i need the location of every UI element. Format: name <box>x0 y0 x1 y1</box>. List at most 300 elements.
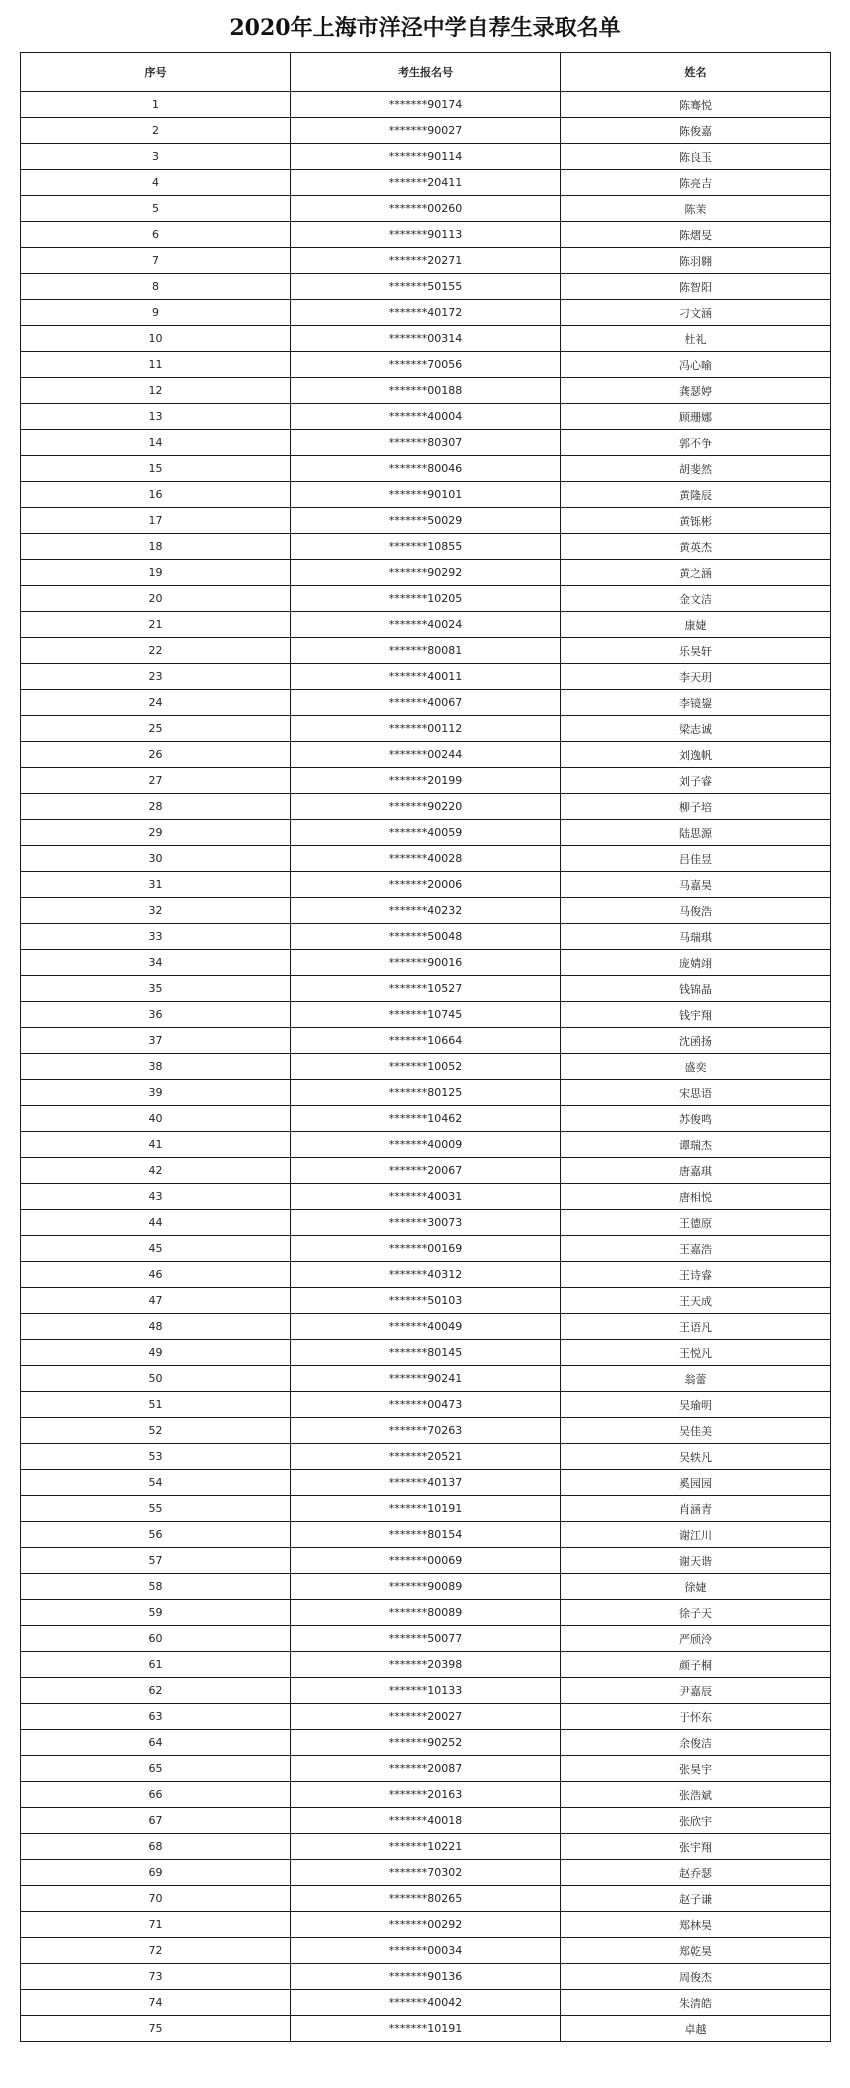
cell-serial-number: 26 <box>21 742 291 768</box>
cell-serial-number: 41 <box>21 1132 291 1158</box>
cell-registration-number: *******20271 <box>291 248 561 274</box>
cell-registration-number: *******10745 <box>291 1002 561 1028</box>
cell-serial-number: 40 <box>21 1106 291 1132</box>
table-row <box>21 664 831 690</box>
cell-registration-number: *******00292 <box>291 1912 561 1938</box>
table-row <box>21 456 831 482</box>
table-row <box>21 1704 831 1730</box>
cell-student-name: 马俊浩 <box>561 898 831 924</box>
cell-serial-number: 28 <box>21 794 291 820</box>
cell-serial-number: 23 <box>21 664 291 690</box>
cell-student-name: 于怀东 <box>561 1704 831 1730</box>
table-row <box>21 1236 831 1262</box>
cell-registration-number: *******90136 <box>291 1964 561 1990</box>
cell-registration-number: *******40312 <box>291 1262 561 1288</box>
cell-registration-number: *******20163 <box>291 1782 561 1808</box>
cell-registration-number: *******90027 <box>291 118 561 144</box>
cell-serial-number: 42 <box>21 1158 291 1184</box>
cell-student-name: 陈智阳 <box>561 274 831 300</box>
cell-registration-number: *******50029 <box>291 508 561 534</box>
cell-serial-number: 31 <box>21 872 291 898</box>
table-row <box>21 924 831 950</box>
table-row <box>21 352 831 378</box>
header-serial-number: 序号 <box>21 53 291 92</box>
cell-registration-number: *******90292 <box>291 560 561 586</box>
cell-serial-number: 73 <box>21 1964 291 1990</box>
cell-student-name: 马嘉昊 <box>561 872 831 898</box>
cell-serial-number: 67 <box>21 1808 291 1834</box>
cell-student-name: 沈函扬 <box>561 1028 831 1054</box>
cell-serial-number: 27 <box>21 768 291 794</box>
cell-serial-number: 64 <box>21 1730 291 1756</box>
cell-student-name: 张宇翔 <box>561 1834 831 1860</box>
cell-registration-number: *******90016 <box>291 950 561 976</box>
table-row <box>21 300 831 326</box>
cell-student-name: 康婕 <box>561 612 831 638</box>
cell-serial-number: 8 <box>21 274 291 300</box>
cell-student-name: 马瑞琪 <box>561 924 831 950</box>
cell-registration-number: *******00314 <box>291 326 561 352</box>
cell-registration-number: *******20087 <box>291 1756 561 1782</box>
table-row <box>21 1834 831 1860</box>
cell-serial-number: 59 <box>21 1600 291 1626</box>
table-row <box>21 898 831 924</box>
cell-registration-number: *******10855 <box>291 534 561 560</box>
table-row <box>21 1626 831 1652</box>
cell-student-name: 郭不争 <box>561 430 831 456</box>
cell-student-name: 庞婧翊 <box>561 950 831 976</box>
cell-student-name: 张欣宇 <box>561 1808 831 1834</box>
cell-registration-number: *******10462 <box>291 1106 561 1132</box>
cell-serial-number: 43 <box>21 1184 291 1210</box>
cell-registration-number: *******70302 <box>291 1860 561 1886</box>
cell-student-name: 王嘉浩 <box>561 1236 831 1262</box>
cell-registration-number: *******00188 <box>291 378 561 404</box>
cell-serial-number: 6 <box>21 222 291 248</box>
cell-serial-number: 17 <box>21 508 291 534</box>
cell-serial-number: 11 <box>21 352 291 378</box>
cell-student-name: 柳子培 <box>561 794 831 820</box>
cell-student-name: 周俊杰 <box>561 1964 831 1990</box>
cell-student-name: 宋思语 <box>561 1080 831 1106</box>
table-row <box>21 1184 831 1210</box>
table-header-row <box>21 53 831 92</box>
cell-serial-number: 55 <box>21 1496 291 1522</box>
cell-serial-number: 45 <box>21 1236 291 1262</box>
cell-student-name: 黄隆辰 <box>561 482 831 508</box>
table-row <box>21 508 831 534</box>
cell-registration-number: *******80125 <box>291 1080 561 1106</box>
cell-student-name: 谭瑞杰 <box>561 1132 831 1158</box>
cell-serial-number: 12 <box>21 378 291 404</box>
table-row <box>21 118 831 144</box>
cell-student-name: 李镜鋆 <box>561 690 831 716</box>
cell-registration-number: *******00244 <box>291 742 561 768</box>
cell-student-name: 徐子天 <box>561 1600 831 1626</box>
table-row <box>21 1938 831 1964</box>
cell-student-name: 奚园园 <box>561 1470 831 1496</box>
table-row <box>21 2016 831 2042</box>
cell-registration-number: *******00112 <box>291 716 561 742</box>
cell-registration-number: *******40031 <box>291 1184 561 1210</box>
table-row <box>21 1158 831 1184</box>
cell-registration-number: *******40049 <box>291 1314 561 1340</box>
cell-student-name: 黄英杰 <box>561 534 831 560</box>
cell-serial-number: 10 <box>21 326 291 352</box>
table-row <box>21 1990 831 2016</box>
cell-student-name: 张昊宇 <box>561 1756 831 1782</box>
cell-student-name: 冯心喻 <box>561 352 831 378</box>
header-student-name: 姓名 <box>561 53 831 92</box>
table-row <box>21 1210 831 1236</box>
cell-student-name: 陈熠旻 <box>561 222 831 248</box>
cell-registration-number: *******20006 <box>291 872 561 898</box>
table-row <box>21 378 831 404</box>
cell-serial-number: 63 <box>21 1704 291 1730</box>
cell-registration-number: *******70263 <box>291 1418 561 1444</box>
cell-registration-number: *******00260 <box>291 196 561 222</box>
table-row <box>21 534 831 560</box>
table-row <box>21 1288 831 1314</box>
cell-student-name: 唐嘉琪 <box>561 1158 831 1184</box>
cell-registration-number: *******90220 <box>291 794 561 820</box>
cell-student-name: 严颀泠 <box>561 1626 831 1652</box>
cell-student-name: 陈羽翱 <box>561 248 831 274</box>
table-row <box>21 92 831 118</box>
cell-student-name: 肖涵青 <box>561 1496 831 1522</box>
cell-registration-number: *******10191 <box>291 1496 561 1522</box>
table-row <box>21 1002 831 1028</box>
cell-serial-number: 74 <box>21 1990 291 2016</box>
cell-registration-number: *******80307 <box>291 430 561 456</box>
cell-registration-number: *******40059 <box>291 820 561 846</box>
page-title: 2020年上海市洋泾中学自荐生录取名单 <box>229 15 621 41</box>
cell-serial-number: 22 <box>21 638 291 664</box>
cell-serial-number: 72 <box>21 1938 291 1964</box>
cell-registration-number: *******90241 <box>291 1366 561 1392</box>
cell-serial-number: 30 <box>21 846 291 872</box>
table-row <box>21 1340 831 1366</box>
cell-student-name: 吕佳昱 <box>561 846 831 872</box>
cell-student-name: 杜礼 <box>561 326 831 352</box>
cell-registration-number: *******50077 <box>291 1626 561 1652</box>
cell-student-name: 尹嘉辰 <box>561 1678 831 1704</box>
cell-registration-number: *******40137 <box>291 1470 561 1496</box>
cell-student-name: 朱清皓 <box>561 1990 831 2016</box>
cell-registration-number: *******80081 <box>291 638 561 664</box>
cell-student-name: 吴瑜明 <box>561 1392 831 1418</box>
cell-registration-number: *******40042 <box>291 1990 561 2016</box>
cell-registration-number: *******10205 <box>291 586 561 612</box>
cell-serial-number: 66 <box>21 1782 291 1808</box>
cell-serial-number: 62 <box>21 1678 291 1704</box>
cell-student-name: 王德原 <box>561 1210 831 1236</box>
table-row <box>21 1106 831 1132</box>
table-row <box>21 820 831 846</box>
cell-student-name: 王天成 <box>561 1288 831 1314</box>
cell-serial-number: 5 <box>21 196 291 222</box>
table-row <box>21 690 831 716</box>
cell-serial-number: 58 <box>21 1574 291 1600</box>
cell-student-name: 顾珊娜 <box>561 404 831 430</box>
cell-student-name: 乐昊轩 <box>561 638 831 664</box>
cell-registration-number: *******40009 <box>291 1132 561 1158</box>
table-row <box>21 1600 831 1626</box>
table-row <box>21 1444 831 1470</box>
header-registration-number: 考生报名号 <box>291 53 561 92</box>
table-row <box>21 326 831 352</box>
cell-student-name: 梁志诚 <box>561 716 831 742</box>
table-row <box>21 1262 831 1288</box>
table-row <box>21 716 831 742</box>
table-row <box>21 976 831 1002</box>
cell-student-name: 陈骞悦 <box>561 92 831 118</box>
table-row <box>21 1808 831 1834</box>
cell-student-name: 陈良玉 <box>561 144 831 170</box>
cell-registration-number: *******90089 <box>291 1574 561 1600</box>
table-row <box>21 1366 831 1392</box>
cell-serial-number: 33 <box>21 924 291 950</box>
cell-student-name: 盛奕 <box>561 1054 831 1080</box>
cell-registration-number: *******00034 <box>291 1938 561 1964</box>
cell-registration-number: *******40011 <box>291 664 561 690</box>
cell-serial-number: 47 <box>21 1288 291 1314</box>
cell-serial-number: 48 <box>21 1314 291 1340</box>
cell-serial-number: 16 <box>21 482 291 508</box>
cell-serial-number: 13 <box>21 404 291 430</box>
cell-registration-number: *******80089 <box>291 1600 561 1626</box>
cell-student-name: 余俊洁 <box>561 1730 831 1756</box>
cell-registration-number: *******10052 <box>291 1054 561 1080</box>
cell-registration-number: *******70056 <box>291 352 561 378</box>
cell-serial-number: 9 <box>21 300 291 326</box>
cell-registration-number: *******40067 <box>291 690 561 716</box>
cell-student-name: 陈亮吉 <box>561 170 831 196</box>
cell-registration-number: *******90174 <box>291 92 561 118</box>
cell-student-name: 龚瑟婷 <box>561 378 831 404</box>
cell-serial-number: 57 <box>21 1548 291 1574</box>
cell-serial-number: 3 <box>21 144 291 170</box>
cell-serial-number: 52 <box>21 1418 291 1444</box>
cell-serial-number: 15 <box>21 456 291 482</box>
table-row <box>21 1028 831 1054</box>
cell-registration-number: *******40024 <box>291 612 561 638</box>
cell-serial-number: 35 <box>21 976 291 1002</box>
cell-serial-number: 68 <box>21 1834 291 1860</box>
cell-registration-number: *******80154 <box>291 1522 561 1548</box>
cell-registration-number: *******20398 <box>291 1652 561 1678</box>
table-row <box>21 768 831 794</box>
table-row <box>21 794 831 820</box>
table-row <box>21 1912 831 1938</box>
cell-serial-number: 4 <box>21 170 291 196</box>
cell-serial-number: 25 <box>21 716 291 742</box>
cell-serial-number: 51 <box>21 1392 291 1418</box>
cell-serial-number: 34 <box>21 950 291 976</box>
cell-student-name: 陆思源 <box>561 820 831 846</box>
cell-registration-number: *******80046 <box>291 456 561 482</box>
cell-registration-number: *******80265 <box>291 1886 561 1912</box>
cell-serial-number: 69 <box>21 1860 291 1886</box>
table-row <box>21 638 831 664</box>
table-row <box>21 1392 831 1418</box>
cell-student-name: 赵子谦 <box>561 1886 831 1912</box>
cell-student-name: 颜子桐 <box>561 1652 831 1678</box>
cell-serial-number: 36 <box>21 1002 291 1028</box>
cell-registration-number: *******10133 <box>291 1678 561 1704</box>
cell-serial-number: 18 <box>21 534 291 560</box>
table-row <box>21 274 831 300</box>
cell-student-name: 郑乾昊 <box>561 1938 831 1964</box>
cell-serial-number: 32 <box>21 898 291 924</box>
cell-student-name: 唐相悦 <box>561 1184 831 1210</box>
cell-student-name: 陈俊嘉 <box>561 118 831 144</box>
table-row <box>21 1054 831 1080</box>
table-row <box>21 196 831 222</box>
table-row <box>21 612 831 638</box>
cell-registration-number: *******10191 <box>291 2016 561 2042</box>
cell-registration-number: *******20521 <box>291 1444 561 1470</box>
table-row <box>21 1574 831 1600</box>
cell-registration-number: *******40018 <box>291 1808 561 1834</box>
table-row <box>21 1496 831 1522</box>
cell-registration-number: *******90114 <box>291 144 561 170</box>
cell-student-name: 钱锦晶 <box>561 976 831 1002</box>
cell-serial-number: 24 <box>21 690 291 716</box>
table-row <box>21 560 831 586</box>
table-row <box>21 872 831 898</box>
admission-table <box>20 52 831 2042</box>
table-row <box>21 1652 831 1678</box>
table-row <box>21 1678 831 1704</box>
cell-student-name: 李天玥 <box>561 664 831 690</box>
table-row <box>21 144 831 170</box>
cell-student-name: 翁蕾 <box>561 1366 831 1392</box>
cell-registration-number: *******00069 <box>291 1548 561 1574</box>
table-row <box>21 586 831 612</box>
table-row <box>21 1548 831 1574</box>
table-row <box>21 1080 831 1106</box>
table-row <box>21 248 831 274</box>
table-row <box>21 1860 831 1886</box>
cell-registration-number: *******20411 <box>291 170 561 196</box>
cell-registration-number: *******20067 <box>291 1158 561 1184</box>
cell-registration-number: *******20199 <box>291 768 561 794</box>
cell-student-name: 苏俊鸣 <box>561 1106 831 1132</box>
cell-student-name: 王诗睿 <box>561 1262 831 1288</box>
table-body <box>21 92 831 2042</box>
table-row <box>21 404 831 430</box>
cell-serial-number: 21 <box>21 612 291 638</box>
cell-registration-number: *******50103 <box>291 1288 561 1314</box>
cell-serial-number: 20 <box>21 586 291 612</box>
cell-registration-number: *******20027 <box>291 1704 561 1730</box>
table-row <box>21 742 831 768</box>
table-row <box>21 482 831 508</box>
cell-student-name: 刘子睿 <box>561 768 831 794</box>
cell-registration-number: *******90252 <box>291 1730 561 1756</box>
cell-serial-number: 14 <box>21 430 291 456</box>
cell-student-name: 黄铄彬 <box>561 508 831 534</box>
cell-registration-number: *******90101 <box>291 482 561 508</box>
cell-registration-number: *******50155 <box>291 274 561 300</box>
table-row <box>21 1782 831 1808</box>
cell-serial-number: 54 <box>21 1470 291 1496</box>
cell-registration-number: *******00473 <box>291 1392 561 1418</box>
table-row <box>21 1470 831 1496</box>
cell-serial-number: 44 <box>21 1210 291 1236</box>
cell-student-name: 刘逸帆 <box>561 742 831 768</box>
cell-student-name: 谢江川 <box>561 1522 831 1548</box>
cell-serial-number: 37 <box>21 1028 291 1054</box>
cell-student-name: 谢天谐 <box>561 1548 831 1574</box>
cell-registration-number: *******40028 <box>291 846 561 872</box>
cell-serial-number: 49 <box>21 1340 291 1366</box>
table-row <box>21 1132 831 1158</box>
cell-student-name: 徐婕 <box>561 1574 831 1600</box>
cell-student-name: 王语凡 <box>561 1314 831 1340</box>
cell-serial-number: 29 <box>21 820 291 846</box>
cell-student-name: 吴佳美 <box>561 1418 831 1444</box>
cell-student-name: 吴轶凡 <box>561 1444 831 1470</box>
cell-serial-number: 53 <box>21 1444 291 1470</box>
cell-student-name: 刁文涵 <box>561 300 831 326</box>
cell-serial-number: 65 <box>21 1756 291 1782</box>
cell-serial-number: 61 <box>21 1652 291 1678</box>
cell-registration-number: *******50048 <box>291 924 561 950</box>
cell-serial-number: 75 <box>21 2016 291 2042</box>
table-row <box>21 1522 831 1548</box>
cell-registration-number: *******00169 <box>291 1236 561 1262</box>
cell-registration-number: *******30073 <box>291 1210 561 1236</box>
table-row <box>21 170 831 196</box>
cell-serial-number: 38 <box>21 1054 291 1080</box>
cell-registration-number: *******10527 <box>291 976 561 1002</box>
cell-serial-number: 2 <box>21 118 291 144</box>
cell-serial-number: 71 <box>21 1912 291 1938</box>
cell-registration-number: *******40004 <box>291 404 561 430</box>
cell-serial-number: 46 <box>21 1262 291 1288</box>
table-row <box>21 1314 831 1340</box>
cell-student-name: 胡斐然 <box>561 456 831 482</box>
cell-student-name: 陈茉 <box>561 196 831 222</box>
table-row <box>21 1730 831 1756</box>
cell-serial-number: 60 <box>21 1626 291 1652</box>
cell-student-name: 张浩斌 <box>561 1782 831 1808</box>
cell-student-name: 王悦凡 <box>561 1340 831 1366</box>
cell-registration-number: *******90113 <box>291 222 561 248</box>
table-row <box>21 846 831 872</box>
cell-student-name: 卓越 <box>561 2016 831 2042</box>
table-row <box>21 1964 831 1990</box>
table-row <box>21 1418 831 1444</box>
table-row <box>21 222 831 248</box>
cell-student-name: 赵乔瑟 <box>561 1860 831 1886</box>
cell-registration-number: *******40172 <box>291 300 561 326</box>
cell-serial-number: 19 <box>21 560 291 586</box>
cell-student-name: 金文洁 <box>561 586 831 612</box>
table-row <box>21 950 831 976</box>
cell-registration-number: *******40232 <box>291 898 561 924</box>
cell-serial-number: 70 <box>21 1886 291 1912</box>
table-row <box>21 1886 831 1912</box>
cell-student-name: 钱宇翔 <box>561 1002 831 1028</box>
cell-serial-number: 39 <box>21 1080 291 1106</box>
table-row <box>21 1756 831 1782</box>
cell-serial-number: 7 <box>21 248 291 274</box>
cell-student-name: 黄之涵 <box>561 560 831 586</box>
cell-student-name: 郑林昊 <box>561 1912 831 1938</box>
